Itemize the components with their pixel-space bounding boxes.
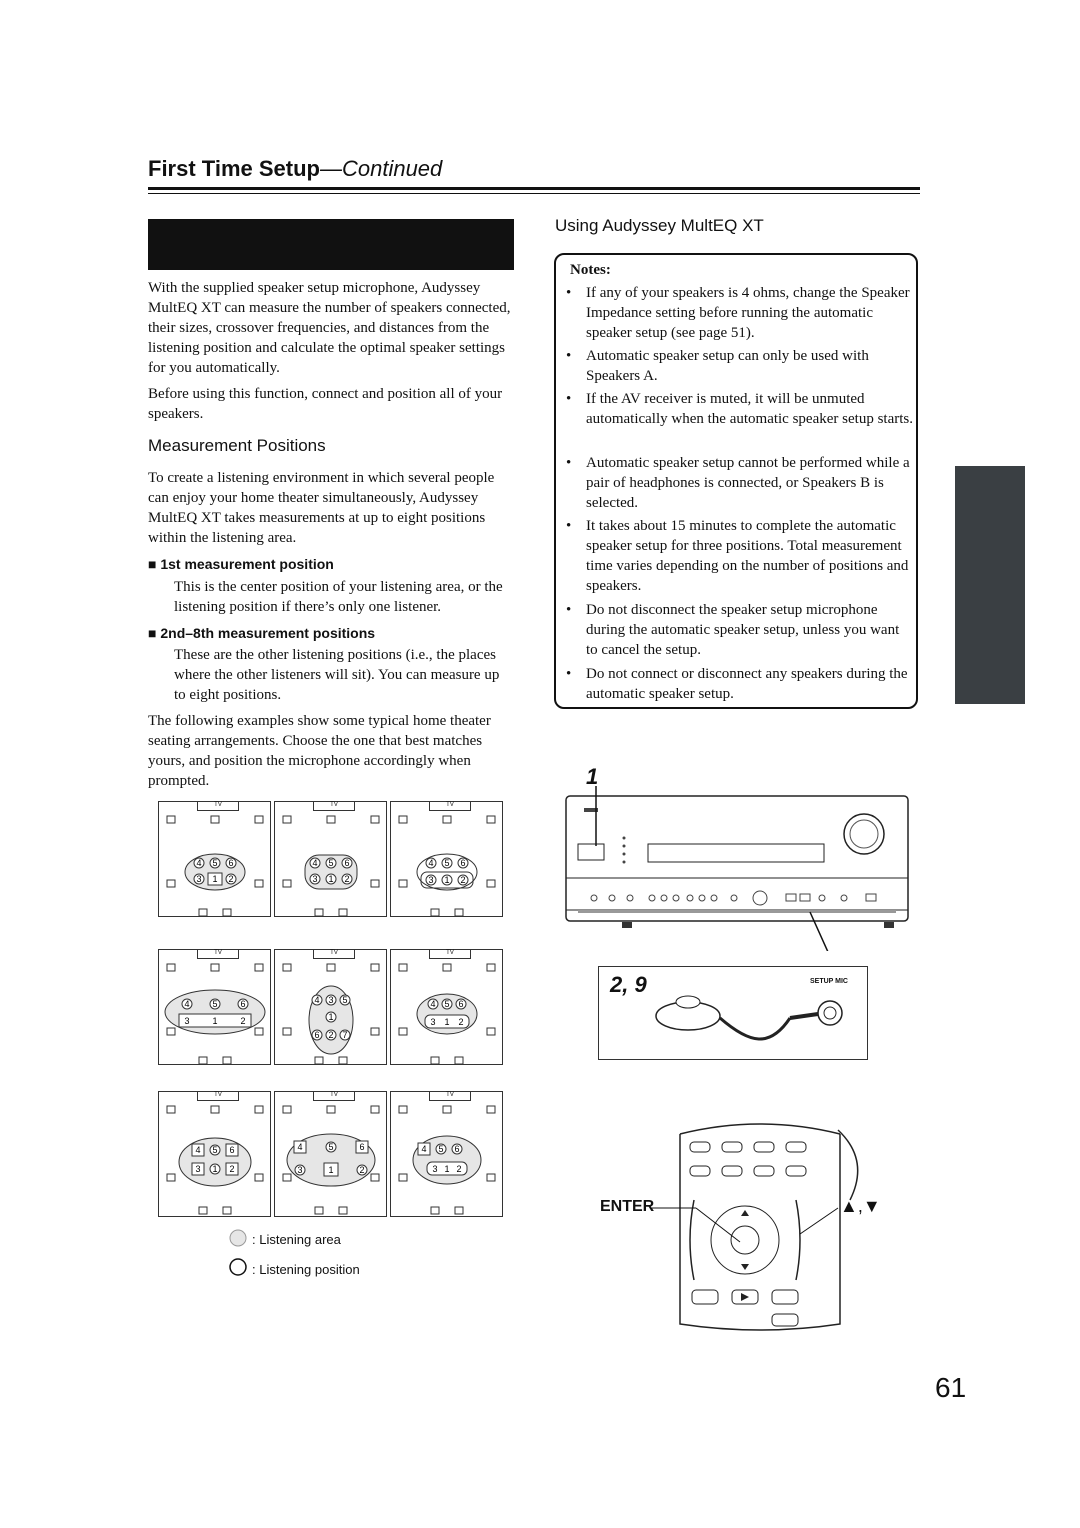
intro-paragraph: With the supplied speaker setup microphone, Audyssey MultEQ XT can measure the number of speakers connected, their sizes, crossover frequencies, and distances from the listening position and calculate the optimal speaker settings for you automatically. [148,280,511,376]
svg-text:5: 5 [444,999,450,1009]
square-bullet-icon: ■ [148,625,161,641]
svg-text:5: 5 [342,995,348,1005]
svg-text:4: 4 [195,1145,201,1155]
svg-text:2: 2 [228,874,234,884]
svg-text:3: 3 [430,1017,436,1027]
square-bullet-icon: ■ [148,556,161,572]
tv-label: TV [197,802,239,811]
examples-paragraph: The following examples show some typical home theater seating arrangements. Choose the one that best matches yours, and position the microphone accordingly when prompted. [148,713,491,789]
header-title: First Time Setup [148,156,320,181]
note-item: • Do not connect or disconnect any speakers during the automatic speaker setup. [566,666,908,702]
seating-diagram [158,949,271,1065]
tv-label: TV [313,950,355,959]
svg-text:4: 4 [421,1144,427,1154]
header-rule-thin [148,193,920,194]
audyssey-heading: Using Audyssey MultEQ XT [555,216,764,235]
tv-label: TV [313,1092,355,1101]
note-item: • It takes about 15 minutes to complete the automatic speaker setup for three positions. Total measurement time varies depending on the number of positions and speakers. [566,518,909,594]
svg-text:3: 3 [195,1164,201,1174]
setup-microphone-illustration [640,988,860,1058]
svg-text:2: 2 [344,874,350,884]
svg-text:3: 3 [312,874,318,884]
note-item: • If the AV receiver is muted, it will be unmuted automatically when the automatic speaker setup starts. [566,391,913,427]
svg-text:2: 2 [460,875,466,885]
header-rule [148,187,920,190]
svg-text:4: 4 [312,858,318,868]
svg-text:3: 3 [432,1164,438,1174]
svg-text:2: 2 [229,1164,235,1174]
svg-text:4: 4 [196,858,202,868]
svg-text:6: 6 [314,1030,320,1040]
svg-text:6: 6 [229,1145,235,1155]
step-number-2-9: 2, 9 [610,972,647,997]
tv-label: TV [313,802,355,811]
setup-mic-label: SETUP MIC [810,978,848,985]
seating-diagrams [158,801,503,1217]
seating-diagram [390,801,503,917]
seating-diagram [158,1091,271,1217]
svg-text:2: 2 [456,1164,462,1174]
header-continued: —Continued [319,156,443,181]
svg-text:1: 1 [328,874,334,884]
seating-diagram [274,801,387,917]
legend-listening-position: : Listening position [252,1262,360,1277]
svg-text:3: 3 [297,1165,303,1175]
note-item: • Automatic speaker setup can only be used with Speakers A. [566,348,869,384]
svg-text:2: 2 [458,1017,464,1027]
svg-text:2: 2 [240,1016,246,1026]
svg-text:6: 6 [458,999,464,1009]
tv-label: TV [429,802,471,811]
tv-label: TV [197,1092,239,1101]
svg-text:1: 1 [212,1016,218,1026]
svg-text:6: 6 [454,1144,460,1154]
measurement-positions-heading: Measurement Positions [148,436,326,455]
tv-label: TV [429,1092,471,1101]
section-title-bar [148,219,514,270]
page-number: 61 [935,1372,967,1403]
note-item: • If any of your speakers is 4 ohms, change the Speaker Impedance setting before running the automatic speaker setup (see page 51). [566,285,910,341]
svg-text:3: 3 [184,1016,190,1026]
svg-text:2: 2 [328,1030,334,1040]
svg-text:6: 6 [240,999,246,1009]
seating-diagram [274,949,387,1065]
svg-text:1: 1 [444,1164,450,1174]
page-header [148,156,442,182]
svg-text:1: 1 [444,1017,450,1027]
seating-diagram [274,1091,387,1217]
notes-title: Notes: [570,262,611,278]
sub-text-1: This is the center position of your listening area, or the listening position if there’s only one listener. [174,579,503,615]
callout-lines [652,1206,862,1246]
seating-diagram [390,1091,503,1217]
legend-symbols [229,1229,249,1281]
svg-text:5: 5 [328,858,334,868]
svg-text:7: 7 [342,1030,348,1040]
note-item: • Automatic speaker setup cannot be performed while a pair of headphones is connected, or Speakers B is selected. [566,455,910,511]
svg-text:1: 1 [328,1012,334,1022]
svg-text:1: 1 [444,875,450,885]
up-down-arrows-label: ▲,▼ [840,1196,881,1216]
svg-text:4: 4 [430,999,436,1009]
svg-text:4: 4 [314,995,320,1005]
tv-label: TV [429,950,471,959]
svg-text:5: 5 [212,999,218,1009]
svg-text:3: 3 [428,875,434,885]
svg-text:3: 3 [196,874,202,884]
svg-text:3: 3 [328,995,334,1005]
svg-text:6: 6 [344,858,350,868]
step-number-1: 1 [586,764,599,789]
svg-text:1: 1 [212,1164,218,1174]
svg-text:5: 5 [212,858,218,868]
svg-text:4: 4 [297,1142,303,1152]
sub-text-2: These are the other listening positions (i.e., the places where the other listeners will sit). You can measure up to eight positions. [174,647,500,703]
note-item: • Do not disconnect the speaker setup microphone during the automatic speaker setup, unless you want to cancel the setup. [566,602,900,658]
svg-text:6: 6 [460,858,466,868]
av-receiver-illustration [564,786,920,951]
svg-text:1: 1 [212,874,218,884]
seating-diagram [390,949,503,1065]
legend-listening-area: : Listening area [252,1232,341,1247]
chapter-side-tab [955,466,1025,704]
svg-text:6: 6 [359,1142,365,1152]
sub-heading-2: ■ 2nd–8th measurement positions [148,625,376,641]
svg-text:4: 4 [184,999,190,1009]
svg-text:6: 6 [228,858,234,868]
enter-label: ENTER [600,1198,655,1215]
intro-paragraph-2: Before using this function, connect and position all of your speakers. [148,386,503,422]
svg-text:5: 5 [328,1142,334,1152]
svg-text:2: 2 [359,1165,365,1175]
seating-diagram [158,801,271,917]
svg-text:1: 1 [328,1165,334,1175]
svg-text:5: 5 [438,1144,444,1154]
sub-heading-1: ■ 1st measurement position [148,556,334,572]
tv-label: TV [197,950,239,959]
svg-text:5: 5 [212,1145,218,1155]
measurement-positions-paragraph: To create a listening environment in which several people can enjoy your home theater simultaneously, Audyssey MultEQ XT takes measurements at up to eight positions within the listening area. [148,470,495,546]
svg-text:5: 5 [444,858,450,868]
svg-text:4: 4 [428,858,434,868]
